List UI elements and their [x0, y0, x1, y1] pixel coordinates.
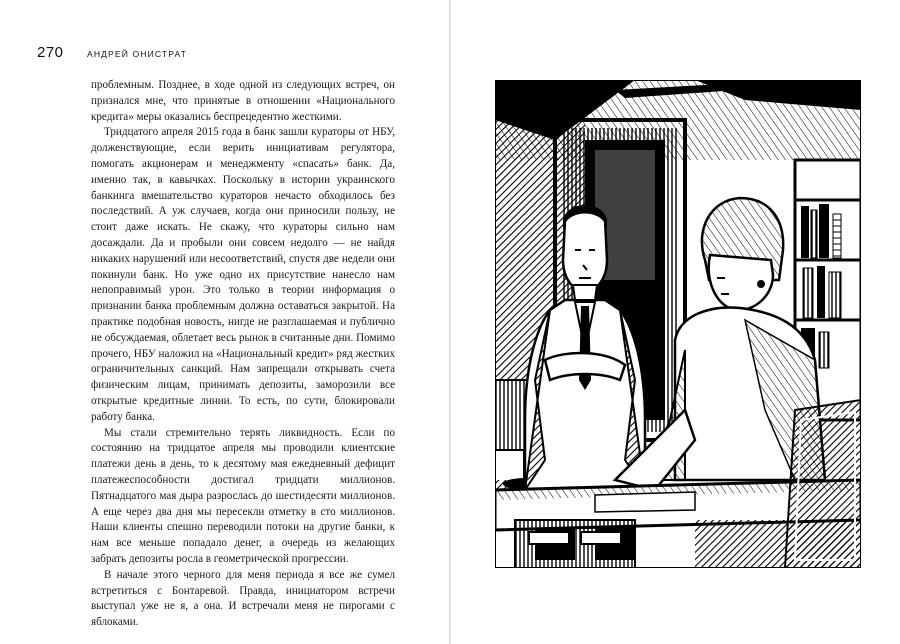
- page-number: 270: [37, 44, 64, 61]
- paragraph: В начале этого черного для меня периода я все же сумел встретиться с Бонтаревой. Правда, инициатором встречи выступал уже не я, а она. И встречали меня не пирогами с яблоками.: [91, 568, 395, 629]
- chair: [785, 400, 861, 568]
- paragraph: проблемным. Позднее, в ходе одной из следующих встреч, он признался мне, что принятые в отношении «Национального кредита» меры оказались беспрецедентно жесткими.: [91, 79, 395, 123]
- running-head: АНДРЕЙ ОНИСТРАТ: [87, 49, 187, 59]
- left-page: [0, 0, 449, 644]
- office-scene-illustration: [495, 80, 861, 568]
- paragraph: Мы стали стремительно терять ликвидность. Если по состоянию на тридцатое апреля мы проводили клиентские платежи день в день, то к десятому мая ежедневный дефицит платежеспособности достигал тридцати миллионов. Пятнадцатого мая дыра разрослась до шестидесяти миллионов. А еще через два дня мы пересекли отметку в сто миллионов. Наши клиенты спешно переводили потоки на другие банки, к нам все меньше попадало денег, а очередь из желающих забрать депозиты росла в геометрической прогрессии.: [91, 426, 395, 565]
- paragraph: Тридцатого апреля 2015 года в банк зашли кураторы от НБУ, долженствующие, если верить инициативам регулятора, помогать акционерам и менеджменту «спасать» банк. Да, именно так, в кавычках. Поскольку в истории украинского банкинга вмешательство кураторов нечасто обходилось без последствий. А уж случаев, когда они приносили пользу, не стоит даже искать. Не скажу, что кураторы сильно нам досаждали. Да и пробыли они совсем недолго — не найдя никаких нарушений или несоответствий, спустя две недели они покинули банк. Но уже одно их присутствие нанесло нам непоправимый урон. Это только в теории информация о признании банка проблемным должна оставаться закрытой. На практике подобная новость, нигде не разглашаемая и публично не обсуждаемая, облетает весь рынок в считанные дни. Помимо прочего, НБУ наложил на «Национальный кредит» ряд жестких ограничительных санкций. Нам запрещали открывать счета физическим лицам, принимать депозиты, заморозили все открытые кредитные линии. То есть, по сути, блокировали работу банка.: [91, 126, 395, 423]
- body-text: [91, 78, 395, 631]
